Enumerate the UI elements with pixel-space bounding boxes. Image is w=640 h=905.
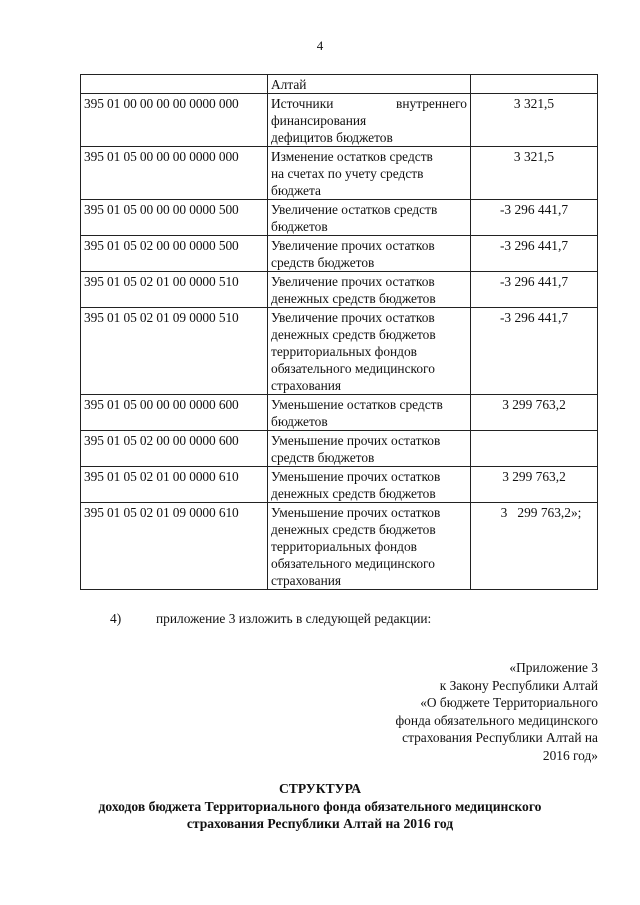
table-row <box>81 308 598 395</box>
row-code: 395 01 05 02 00 00 0000 600 <box>81 431 268 467</box>
row-amount-value: 3 299 763,2 <box>502 397 566 412</box>
section-heading <box>0 780 640 833</box>
row-name <box>268 147 471 200</box>
row-name <box>268 236 471 272</box>
row-code: 395 01 05 00 00 00 0000 000 <box>81 147 268 200</box>
table-row <box>81 94 598 147</box>
row-name <box>268 431 471 467</box>
row-amount <box>471 94 598 147</box>
row-name-line: обязательного медицинского <box>271 556 435 571</box>
row-amount-value: -3 296 441,7 <box>499 310 569 325</box>
instruction-text: приложение 3 изложить в следующей редакции: <box>156 611 432 626</box>
row-name <box>268 75 471 94</box>
row-name-line: территориальных фондов <box>271 539 418 554</box>
row-code: 395 01 05 02 01 09 0000 510 <box>81 308 268 395</box>
row-name-line: Источники внутреннего <box>271 96 467 111</box>
appendix-line: «О бюджете Территориального <box>420 695 598 711</box>
table-body <box>81 75 598 590</box>
row-code: 395 01 00 00 00 00 0000 000 <box>81 94 268 147</box>
sources-financing-table <box>80 74 598 590</box>
row-name <box>268 395 471 431</box>
row-name-line: денежных средств бюджетов <box>271 327 436 342</box>
row-code: 395 01 05 02 01 09 0000 610 <box>81 503 268 590</box>
appendix-line: «Приложение 3 <box>509 660 598 675</box>
row-amount-value: -3 296 441,7 <box>499 274 569 289</box>
row-name <box>268 200 471 236</box>
table-row <box>81 75 598 94</box>
instruction-number: 4) <box>110 611 122 626</box>
row-amount <box>471 308 598 395</box>
row-name-line: Изменение остатков средств <box>271 149 433 164</box>
row-name-line: средств бюджетов <box>271 255 375 270</box>
row-amount-value: -3 296 441,7 <box>499 238 569 253</box>
row-name-line: дефицитов бюджетов <box>271 130 393 145</box>
row-amount <box>471 503 598 590</box>
row-amount <box>471 147 598 200</box>
row-name-line: Уменьшение прочих остатков <box>271 505 441 520</box>
row-name-line: денежных средств бюджетов <box>271 522 436 537</box>
row-name-line: средств бюджетов <box>271 450 375 465</box>
row-name <box>268 308 471 395</box>
table-row <box>81 467 598 503</box>
row-amount <box>471 395 598 431</box>
row-amount-value: 3 321,5 <box>513 96 555 111</box>
row-name-line: бюджета <box>271 183 321 198</box>
row-amount-value: 3 321,5 <box>513 149 555 164</box>
table-row <box>81 431 598 467</box>
amendment-instruction <box>110 611 431 627</box>
row-amount-value: 3 299 763,2 <box>502 469 566 484</box>
row-name-line: Увеличение прочих остатков <box>271 238 435 253</box>
page-number: 4 <box>316 38 324 53</box>
row-name-line: бюджетов <box>271 219 328 234</box>
table-row <box>81 200 598 236</box>
row-code: 395 01 05 00 00 00 0000 600 <box>81 395 268 431</box>
table-row <box>81 236 598 272</box>
row-name-line: денежных средств бюджетов <box>271 486 436 501</box>
row-amount <box>471 431 598 467</box>
appendix-line: к Закону Республики Алтай <box>439 677 598 693</box>
row-name <box>268 503 471 590</box>
row-name-line: финансирования <box>271 113 367 128</box>
row-name <box>268 272 471 308</box>
row-amount <box>471 75 598 94</box>
row-code <box>81 75 268 94</box>
table-row <box>81 395 598 431</box>
row-name-line: страхования <box>271 378 342 393</box>
row-code: 395 01 05 02 01 00 0000 510 <box>81 272 268 308</box>
row-code: 395 01 05 00 00 00 0000 500 <box>81 200 268 236</box>
appendix-line: фонда обязательного медицинского <box>395 712 598 728</box>
table-row <box>81 147 598 200</box>
row-amount <box>471 200 598 236</box>
heading-line: страхования Республики Алтай на 2016 год <box>186 816 454 831</box>
heading-line: доходов бюджета Территориального фонда обязательного медицинского <box>98 798 542 814</box>
row-name-line: страхования <box>271 573 342 588</box>
row-name-line: Увеличение остатков средств <box>271 202 438 217</box>
appendix-reference <box>395 659 598 765</box>
row-name-line: денежных средств бюджетов <box>271 291 436 306</box>
appendix-line: 2016 год» <box>542 747 598 763</box>
row-code: 395 01 05 02 01 00 0000 610 <box>81 467 268 503</box>
row-name-line: Уменьшение прочих остатков <box>271 469 441 484</box>
row-amount <box>471 272 598 308</box>
row-name <box>268 94 471 147</box>
row-amount <box>471 236 598 272</box>
row-code: 395 01 05 02 00 00 0000 500 <box>81 236 268 272</box>
row-name-line: Увеличение прочих остатков <box>271 310 435 325</box>
heading-title: СТРУКТУРА <box>278 781 362 796</box>
row-amount-value: -3 296 441,7 <box>499 202 569 217</box>
row-name-line: Алтай <box>271 77 307 92</box>
table-row <box>81 503 598 590</box>
row-name-line: обязательного медицинского <box>271 361 435 376</box>
row-name-line: Уменьшение остатков средств <box>271 397 443 412</box>
row-amount-value: 3 299 763,2»; <box>500 505 582 520</box>
row-name <box>268 467 471 503</box>
table-row <box>81 272 598 308</box>
appendix-line: страхования Республики Алтай на <box>402 730 598 746</box>
row-name-line: территориальных фондов <box>271 344 418 359</box>
row-name-line: Уменьшение прочих остатков <box>271 433 441 448</box>
row-name-line: Увеличение прочих остатков <box>271 274 435 289</box>
row-name-line: на счетах по учету средств <box>271 166 424 181</box>
row-name-line: бюджетов <box>271 414 328 429</box>
row-amount <box>471 467 598 503</box>
